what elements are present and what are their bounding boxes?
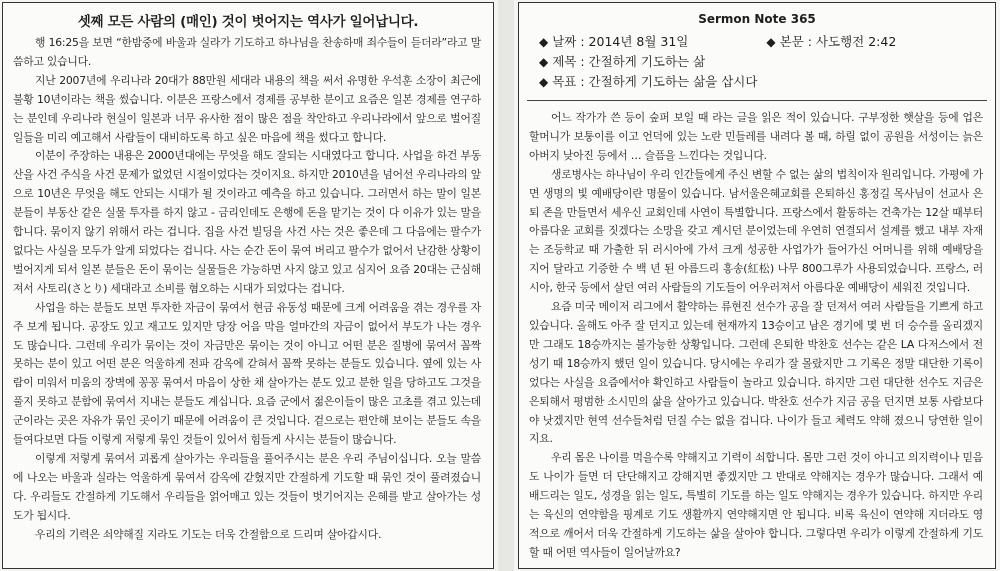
paragraph: 요즘 미국 메이저 리그에서 활약하는 류현진 선수가 공을 잘 던져서 여러 사람들을 기쁘게 하고 있습니다. 올해도 아주 잘 던지고 있는데 현재까지 13승이고 남은 경기에 몇 번 더 승수를 올리겠지만 그래도 18승까지는 불가능한 상황입니다. 그런데 은퇴한 박찬호 선수는 같은 LA 다저스에서 전성기 때 18승까지 했던 일이 있습니다. 당시에는 우리가 잘 몰랐지만 그 기록은 정말 대단한 기록이었다는 사실을 요즘에서야 확인하고 사람들이 놀라고 있습니다. 하지만 그런 대단한 선수도 지금은 은퇴해서 평범한 소시민의 삶을 살아가고 있습니다. 박찬호 선수가 지금 공을 던지면 보통 사람보다야 낫겠지만 현역 선수들처럼 던질 수는 없을 겁니다. 나이가 들고 체력도 약해 졌으니 당연한 일이지요. xyxy=(529,300,983,446)
diamond-icon: ◆ xyxy=(766,35,776,49)
left-body xyxy=(3,30,493,544)
paragraph: 이렇게 저렇게 묶여서 괴롭게 살아가는 우리들을 풀어주시는 분은 우리 주님이십니다. 오늘 말씀에 나오는 바울과 실라는 억울하게 묶여서 감옥에 갇혔지만 간절하게 기도할 때 묶인 것이 풀려졌습니다. 우리들도 간절하게 기도해서 우리들을 얽어매고 있는 것들이 벗기어지는 은혜를 받고 살아가는 성도가 됩시다. xyxy=(13,451,481,522)
page-gutter xyxy=(498,0,514,571)
paragraph: 이분이 주장하는 내용은 2000년대에는 무엇을 해도 잘되는 시대였다고 합니다. 사업을 하건 부동산을 사건 주식을 사건 문제가 없었던 시절이었다는 것이지요. 하지만 2010년을 넘어선 우리나라의 앞으로 10년은 무엇을 해도 안되는 시대가 될 것이라고 예측을 하고 있습니다. 그러면서 하는 말이 일본 분들이 부동산 같은 실물 투자를 하지 않고 - 금리인데도 은행에 돈을 맡기는 것이 다 이유가 있는 말을 합니다. 묶이지 않기 위해서 라는 겁니다. 집을 사건 빌딩을 사건 사는 것은 좋은데 그 다음에는 팔수가 없다는 사실을 모두가 알게 되었다는 겁니다. 사는 순간 돈이 묶여 버리고 팔수가 없어서 난감한 상황이 벌어지게 되서 일본 분들은 돈이 묶이는 실물들은 가능하면 사지 않고 있고 심지어 요즘 20대는 근심해져서 사토리(さとり) 세대라고 소비를 혐오하는 시대가 되었다는 겁니다. xyxy=(13,149,481,295)
paragraph: 생로병사는 하나님이 우리 인간들에게 주신 변할 수 없는 삶의 법칙이자 원리입니다. 가평에 가면 생명의 빛 예배당이란 명물이 있습니다. 남서울은혜교회를 은퇴하신 홍정길 목사님이 선교사 은퇴 존을 만들면서 세우신 교회인데 사연이 특별합니다. 프랑스에서 활동하는 건축가는 12살 때부터 아름다운 교회를 짓겠다는 소망을 갖고 계시던 분이었는데 우연히 연결되서 설계를 했고 내부 자재는 조등학교 때 가출한 뒤 러시아에 가서 크게 성공한 사업가가 들어가신 어머니를 위해 예배당을 지어 달라고 기증한 수 백 년 된 아름드리 홍송(紅松) 나무 800그루가 사용되었습니다. 프랑스, 러시아, 한국 등에서 살던 여러 사람들의 기도들이 어우러져서 아름다운 예배당이 세워진 것입니다. xyxy=(529,167,983,295)
paragraph: 행 16:25을 보면 “한밤중에 바울과 실라가 기도하고 하나님을 찬송하매 죄수들이 듣더라”라고 말씀하고 있습니다. xyxy=(13,36,481,68)
scripture-label: 본문 : 사도행전 2:42 xyxy=(779,34,897,49)
diamond-icon: ◆ xyxy=(539,75,549,89)
paragraph: 지난 2007년에 우리나라 20대가 88만원 세대라 내용의 책을 써서 유명한 우석훈 소장이 최근에 불황 10년이라는 책을 썼습니다. 이분은 프랑스에서 경제를 공부한 분이고 요즘은 일본 경제를 연구하는 분인데 우리나라 현실이 일본과 너무 유사한 점이 많은 점을 착안하고 우리나라에서 앞으로 벌어질 일들을 미리 예고해서 사람들이 대비하도록 하고 싶은 마음에 책을 썼다고 합니다. xyxy=(13,73,481,144)
right-body xyxy=(519,101,995,563)
section-heading: 셋째 모든 사람의 (매인) 것이 벗어지는 역사가 일어납니다. xyxy=(77,14,419,30)
goal-label: 목표 : 간절하게 기도하는 삶을 삽시다 xyxy=(552,74,758,89)
meta-row-topic xyxy=(539,52,979,72)
paragraph: 어느 작가가 쓴 등이 숲퍼 보일 때 라는 글을 읽은 적이 있습니다. 구부정한 햇살을 등에 업은 할머니가 보퉁이를 이고 언덕에 있는 노란 민들레를 내려다 볼 때, 하릴 없이 공원을 서성이는 늙은 아버지 낮아진 등에서 … 슬픔을 느낀다는 것입니다. xyxy=(529,111,983,162)
meta-row-date xyxy=(539,32,979,52)
note-title: Sermon Note 365 xyxy=(698,12,816,26)
paragraph: 우리의 기력은 쇠약해질 지라도 기도는 더욱 간절함으로 드리며 살아갑시다. xyxy=(35,527,382,541)
diamond-icon: ◆ xyxy=(539,55,549,69)
paragraph: 우리 몸은 나이를 먹을수록 약해지고 기력이 쇠합니다. 몸만 그런 것이 아니고 의지력이나 믿음도 나이가 들면 더 단단해지고 강해지면 좋겠지만 그 반대로 약해지는 경우가 많습니다. 그래서 예배드리는 일도, 성경을 읽는 일도, 특별히 기도를 하는 일도 약해지는 경우가 있습니다. 하지만 우리는 육신의 연약함을 핑계로 기도 생활까지 연약해지면 안 됩니다. 비록 육신이 연약해 지더라도 영적으로 깨어서 더욱 간절하게 기도하는 삶을 살아야 합니다. 그렇다면 우리가 이렇게 간절하게 기도할 때 어떤 역사들이 일어날까요? xyxy=(529,451,983,559)
date-label: 날짜 : 2014년 8월 31일 xyxy=(552,34,689,49)
paragraph: 사업을 하는 분들도 보면 투자한 자금이 묶여서 현금 유동성 때문에 크게 어려움을 겪는 경우를 자주 보게 됩니다. 공장도 있고 재고도 있지만 당장 어음 막을 얼마간의 자금이 없어서 부도가 나는 경우도 많습니다. 그런데 우리가 묶이는 것이 자금만은 묶이는 것이 아니고 어떤 분은 질병에 묶여서 꼼짝 못하는 분이 있고 어떤 분은 억울하게 전파 감옥에 갇혀서 꼼짝 못하는 분들도 있습니다. 옆에 있는 사람이 미워서 미움의 장벽에 꽁꽁 묶여서 마음이 상한 채 살아가는 분도 있고 분한 일을 당하고도 그것을 풀지 못하고 분함에 묶여서 지내는 분들도 계십니다. 요즘 군에서 젊은이들이 많은 고초를 겪고 있는데 군이라는 곳은 자유가 묶인 곳이기 때문에 어려움이 큰 것입니다. 겉으로는 편안해 보이는 분들도 속을 들여다보면 다들 이렇게 저렇게 묶인 것들이 있어서 힘들게 사시는 분들이 많습니다. xyxy=(13,300,481,447)
left-page xyxy=(2,2,494,569)
sermon-meta xyxy=(519,26,995,92)
topic-label: 제목 : 간절하게 기도하는 삶 xyxy=(552,54,706,69)
diamond-icon: ◆ xyxy=(539,35,549,49)
right-page xyxy=(518,2,996,569)
meta-row-goal xyxy=(539,72,979,92)
